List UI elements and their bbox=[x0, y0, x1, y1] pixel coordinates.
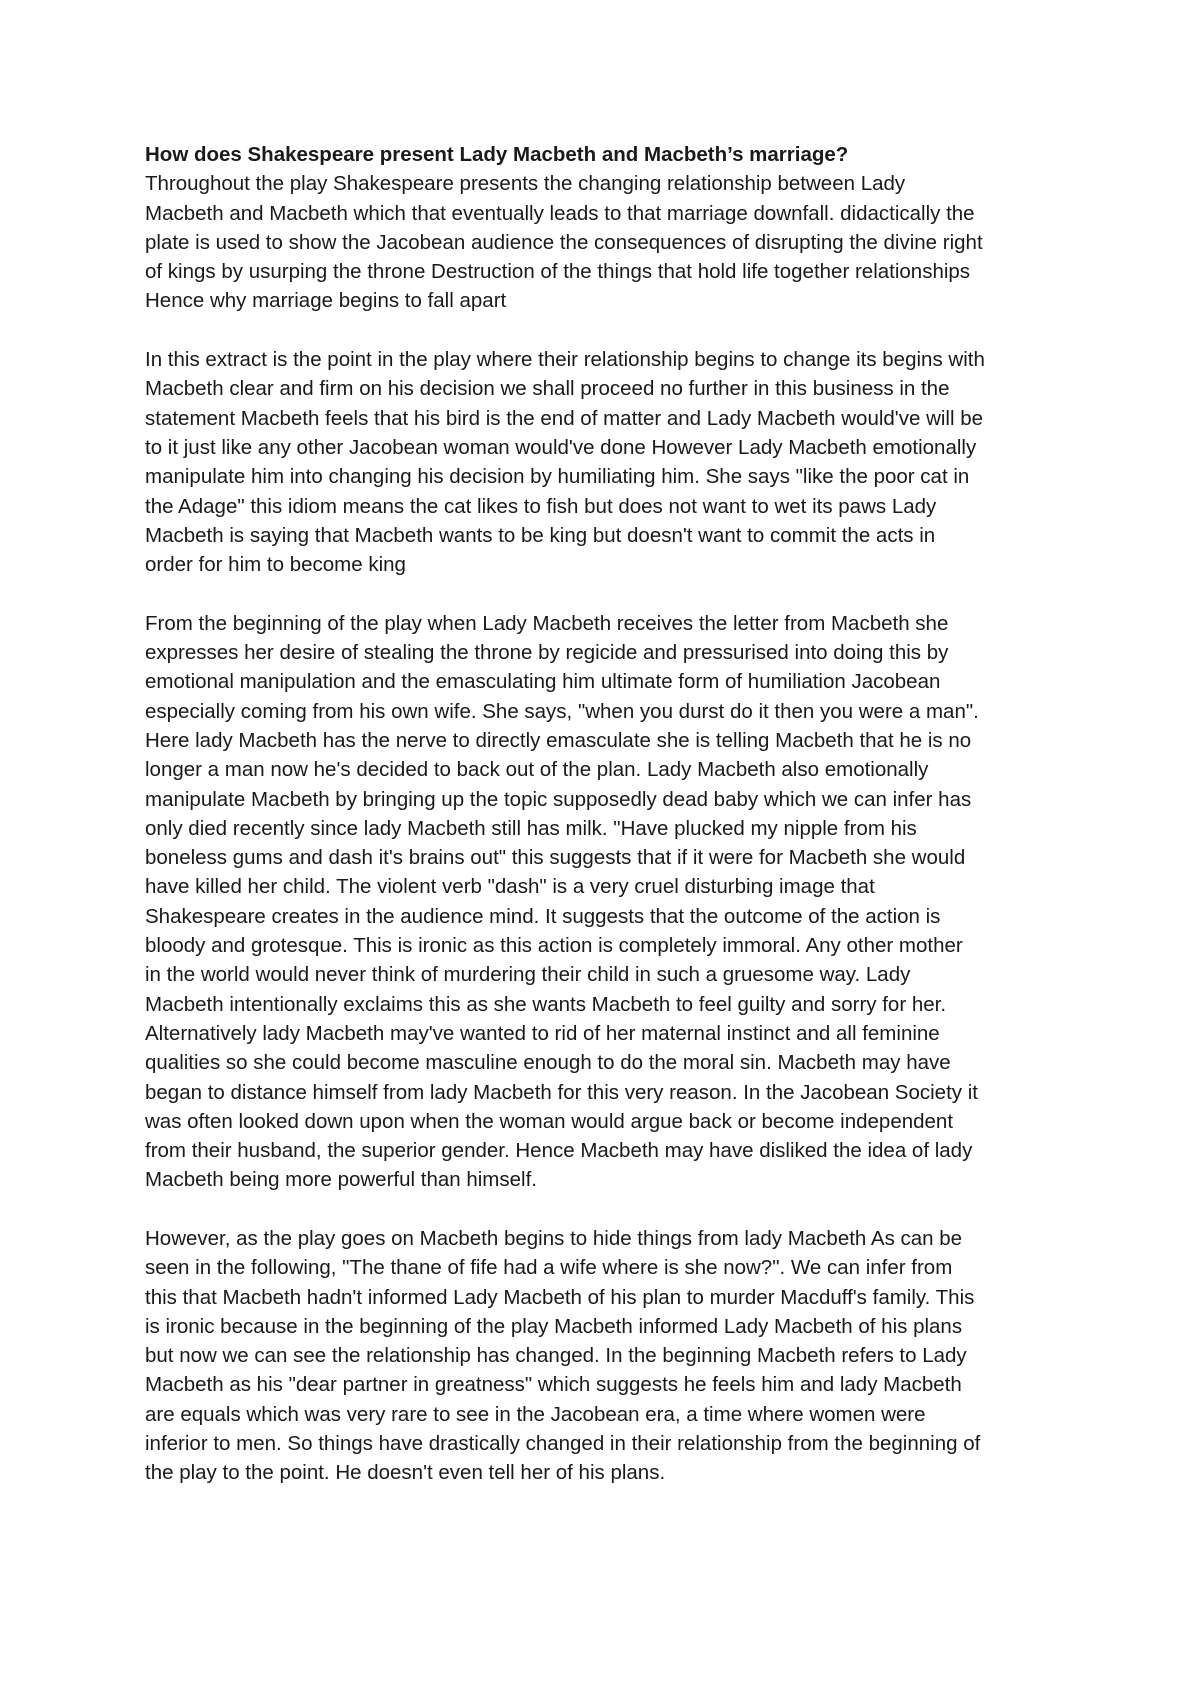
text-line: began to distance himself from lady Macbeth for this very reason. In the Jacobean Society it bbox=[145, 1080, 978, 1104]
paragraph bbox=[145, 345, 1085, 579]
text-line: bloody and grotesque. This is ironic as this action is completely immoral. Any other mother bbox=[145, 934, 963, 958]
text-line: Here lady Macbeth has the nerve to directly emasculate she is telling Macbeth that he is no bbox=[145, 728, 972, 752]
paragraph bbox=[145, 169, 1085, 315]
document-page bbox=[145, 140, 1085, 1517]
text-line: expresses her desire of stealing the throne by regicide and pressurised into doing this by bbox=[145, 641, 949, 665]
paragraph bbox=[145, 1224, 1085, 1488]
text-line: In this extract is the point in the play where their relationship begins to change its begins with bbox=[145, 348, 985, 372]
text-line: Macbeth as his "dear partner in greatness" which suggests he feels him and lady Macbeth bbox=[145, 1373, 962, 1397]
text-line: especially coming from his own wife. She says, "when you durst do it then you were a man". bbox=[145, 699, 979, 723]
text-line: this that Macbeth hadn't informed Lady Macbeth of his plan to murder Macduff's family. This bbox=[145, 1285, 975, 1309]
text-line: in the world would never think of murdering their child in such a gruesome way. Lady bbox=[145, 963, 911, 987]
text-line: boneless gums and dash it's brains out" this suggests that if it were for Macbeth she would bbox=[145, 846, 966, 870]
text-line: seen in the following, "The thane of fife had a wife where is she now?". We can infer from bbox=[145, 1256, 953, 1280]
text-line: but now we can see the relationship has changed. In the beginning Macbeth refers to Lady bbox=[145, 1344, 967, 1368]
text-line: Macbeth and Macbeth which that eventually leads to that marriage downfall. didactically the bbox=[145, 201, 975, 225]
text-line: Macbeth clear and firm on his decision we shall proceed no further in this business in the bbox=[145, 377, 950, 401]
text-line: Macbeth being more powerful than himself. bbox=[145, 1168, 537, 1192]
text-line: to it just like any other Jacobean woman would've done However Lady Macbeth emotionally bbox=[145, 435, 977, 459]
text-line: Throughout the play Shakespeare presents the changing relationship between Lady bbox=[145, 172, 906, 196]
document-title: How does Shakespeare present Lady Macbeth and Macbeth’s marriage? bbox=[145, 143, 849, 166]
text-line: inferior to men. So things have drastically changed in their relationship from the beginning of bbox=[145, 1432, 981, 1456]
text-line: From the beginning of the play when Lady Macbeth receives the letter from Macbeth she bbox=[145, 611, 949, 635]
text-line: emotional manipulation and the emasculating him ultimate form of humiliation Jacobean bbox=[145, 670, 941, 694]
text-line: of kings by usurping the throne Destruction of the things that hold life together relationships bbox=[145, 260, 971, 284]
text-line: was often looked down upon when the woman would argue back or become independent bbox=[145, 1109, 954, 1133]
text-line: Shakespeare creates in the audience mind. It suggests that the outcome of the action is bbox=[145, 904, 941, 928]
text-line: longer a man now he's decided to back out of the plan. Lady Macbeth also emotionally bbox=[145, 758, 929, 782]
text-line: from their husband, the superior gender. Hence Macbeth may have disliked the idea of lady bbox=[145, 1139, 973, 1163]
text-line: are equals which was very rare to see in the Jacobean era, a time where women were bbox=[145, 1402, 926, 1426]
text-line: have killed her child. The violent verb "dash" is a very cruel disturbing image that bbox=[145, 875, 875, 899]
text-line: Alternatively lady Macbeth may've wanted to rid of her maternal instinct and all feminine bbox=[145, 1021, 940, 1045]
text-line: Macbeth is saying that Macbeth wants to be king but doesn't want to commit the acts in bbox=[145, 523, 936, 547]
text-line: statement Macbeth feels that his bird is the end of matter and Lady Macbeth would've will be bbox=[145, 406, 984, 430]
text-line: only died recently since lady Macbeth still has milk. "Have plucked my nipple from his bbox=[145, 816, 917, 840]
text-line: the Adage" this idiom means the cat likes to fish but does not want to wet its paws Lady bbox=[145, 494, 937, 518]
paragraph bbox=[145, 609, 1085, 1195]
text-line: Macbeth intentionally exclaims this as she wants Macbeth to feel guilty and sorry for her. bbox=[145, 992, 947, 1016]
text-line: manipulate Macbeth by bringing up the topic supposedly dead baby which we can infer has bbox=[145, 787, 972, 811]
text-line: is ironic because in the beginning of the play Macbeth informed Lady Macbeth of his plans bbox=[145, 1314, 963, 1338]
text-line: However, as the play goes on Macbeth begins to hide things from lady Macbeth As can be bbox=[145, 1226, 963, 1250]
text-line: qualities so she could become masculine enough to do the moral sin. Macbeth may have bbox=[145, 1051, 951, 1075]
text-line: the play to the point. He doesn't even tell her of his plans. bbox=[145, 1461, 666, 1485]
text-line: plate is used to show the Jacobean audience the consequences of disrupting the divine right bbox=[145, 230, 983, 254]
text-line: order for him to become king bbox=[145, 553, 406, 577]
document-body bbox=[145, 169, 1085, 1487]
text-line: Hence why marriage begins to fall apart bbox=[145, 289, 507, 313]
text-line: manipulate him into changing his decision by humiliating him. She says "like the poor cat in bbox=[145, 465, 970, 489]
